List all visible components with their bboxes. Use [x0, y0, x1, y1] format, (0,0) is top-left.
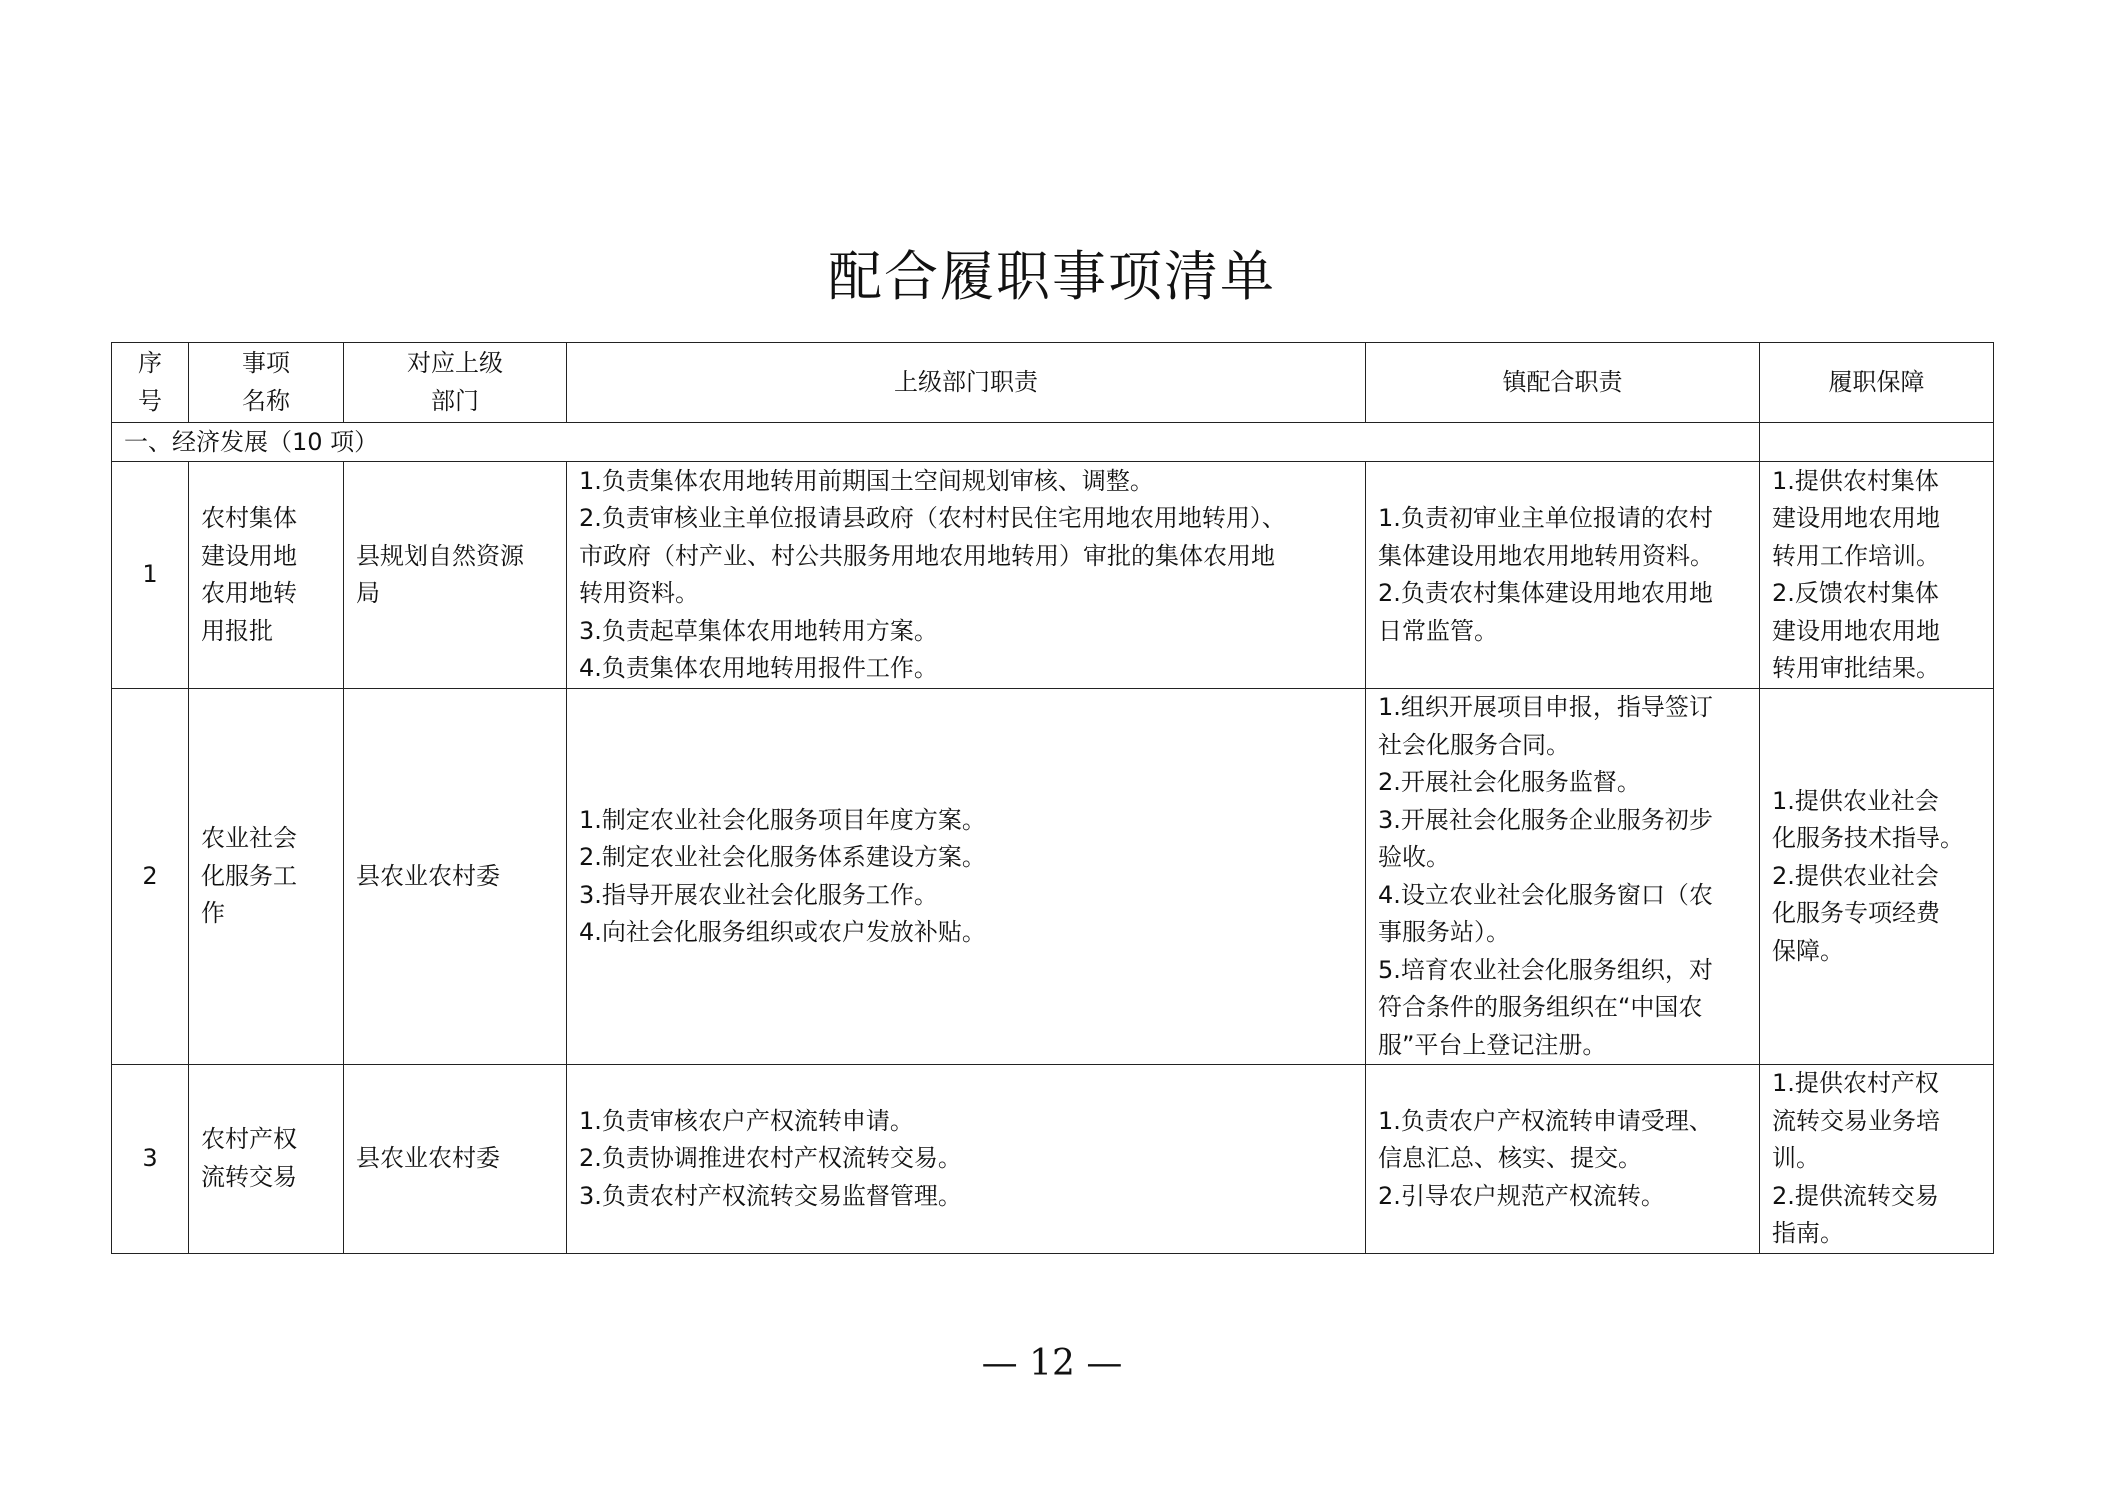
- text-line: 4.设立农业社会化服务窗口（农: [1378, 880, 1713, 909]
- table-row: [112, 462, 1994, 689]
- section-heading: 一、经济发展（10 项）: [112, 423, 1760, 462]
- section-empty-cell: [1760, 423, 1994, 462]
- row-item-name: [189, 1065, 344, 1254]
- row-town-duty: [1366, 689, 1760, 1065]
- text-line: 农业社会: [201, 824, 297, 853]
- text-line: 转用审批结果。: [1772, 654, 1940, 682]
- text-line: 2.提供流转交易: [1772, 1181, 1939, 1210]
- text-line: 4.负责集体农用地转用报件工作。: [579, 654, 938, 682]
- header-seq: [112, 343, 189, 423]
- row-town-duty: [1366, 462, 1760, 689]
- header-seq-line: 号: [138, 386, 162, 415]
- row-seq: 3: [112, 1065, 189, 1254]
- page-title: 配合履职事项清单: [828, 245, 1276, 308]
- table-row: [112, 689, 1994, 1065]
- header-item: [189, 343, 344, 423]
- text-line: 3.开展社会化服务企业服务初步: [1378, 805, 1713, 834]
- text-line: 社会化服务合同。: [1378, 730, 1570, 759]
- text-line: 2.引导农户规范产权流转。: [1378, 1181, 1665, 1210]
- text-line: 建设用地农用地: [1772, 504, 1940, 532]
- text-line: 3.指导开展农业社会化服务工作。: [579, 880, 938, 909]
- row-seq: 2: [112, 689, 189, 1065]
- text-line: 训。: [1772, 1144, 1820, 1172]
- text-line: 1.负责集体农用地转用前期国土空间规划审核、调整。: [579, 466, 1154, 495]
- row-guarantee: [1760, 462, 1994, 689]
- row-seq: 1: [112, 462, 189, 689]
- text-line: 2.负责审核业主单位报请县政府（农村村民住宅用地农用地转用）、: [579, 504, 1286, 532]
- text-line: 1.提供农村集体: [1772, 466, 1939, 495]
- page-number: — 12 —: [981, 1343, 1123, 1384]
- text-line: 符合条件的服务组织在“中国农: [1378, 993, 1703, 1021]
- text-line: 转用资料。: [579, 579, 699, 607]
- row-dept: [344, 462, 567, 689]
- text-line: 县农业农村委: [356, 861, 500, 890]
- text-line: 指南。: [1772, 1219, 1844, 1247]
- header-dept-line: 对应上级: [407, 349, 503, 377]
- table-header-row: [112, 343, 1994, 423]
- row-town-duty: [1366, 1065, 1760, 1254]
- text-line: 局: [356, 579, 380, 607]
- text-line: 农村集体: [201, 504, 297, 532]
- text-line: 作: [201, 899, 225, 928]
- text-line: 1.负责农户产权流转申请受理、: [1378, 1106, 1713, 1135]
- header-dept-line: 部门: [431, 386, 479, 415]
- text-line: 市政府（村产业、村公共服务用地农用地转用）审批的集体农用地: [579, 541, 1275, 570]
- text-line: 信息汇总、核实、提交。: [1378, 1144, 1642, 1172]
- header-seq-line: 序: [138, 349, 162, 377]
- text-line: 事服务站）。: [1378, 918, 1510, 946]
- text-line: 流转交易业务培: [1772, 1106, 1940, 1135]
- text-line: 化服务技术指导。: [1772, 824, 1964, 853]
- row-item-name: [189, 462, 344, 689]
- text-line: 2.制定农业社会化服务体系建设方案。: [579, 843, 986, 871]
- text-line: 1.负责审核农户产权流转申请。: [579, 1106, 914, 1135]
- text-line: 验收。: [1378, 843, 1450, 871]
- row-guarantee: [1760, 1065, 1994, 1254]
- row-upper-duty: [567, 1065, 1366, 1254]
- text-line: 1.组织开展项目申报，指导签订: [1378, 693, 1713, 721]
- text-line: 3.负责农村产权流转交易监督管理。: [579, 1181, 962, 1210]
- header-item-line: 事项: [242, 349, 290, 377]
- text-line: 3.负责起草集体农用地转用方案。: [579, 616, 938, 645]
- text-line: 流转交易: [201, 1162, 297, 1191]
- row-upper-duty: [567, 689, 1366, 1065]
- header-upper-duty: 上级部门职责: [567, 343, 1366, 423]
- text-line: 5.培育农业社会化服务组织，对: [1378, 955, 1713, 984]
- text-line: 2.反馈农村集体: [1772, 579, 1939, 607]
- text-line: 农用地转: [201, 579, 297, 607]
- text-line: 转用工作培训。: [1772, 541, 1940, 570]
- header-town-duty: 镇配合职责: [1366, 343, 1760, 423]
- row-upper-duty: [567, 462, 1366, 689]
- text-line: 4.向社会化服务组织或农户发放补贴。: [579, 918, 986, 946]
- text-line: 2.提供农业社会: [1772, 861, 1939, 890]
- text-line: 1.负责初审业主单位报请的农村: [1378, 504, 1713, 532]
- text-line: 县规划自然资源: [356, 541, 524, 570]
- table-row: [112, 1065, 1994, 1254]
- row-dept: [344, 1065, 567, 1254]
- text-line: 1.制定农业社会化服务项目年度方案。: [579, 805, 986, 834]
- duty-table: [111, 342, 1994, 1254]
- text-line: 服”平台上登记注册。: [1378, 1030, 1607, 1059]
- text-line: 建设用地农用地: [1772, 616, 1940, 645]
- section-row: [112, 423, 1994, 462]
- text-line: 日常监管。: [1378, 616, 1498, 645]
- row-dept: [344, 689, 567, 1065]
- row-guarantee: [1760, 689, 1994, 1065]
- text-line: 保障。: [1772, 936, 1844, 965]
- text-line: 1.提供农业社会: [1772, 786, 1939, 815]
- text-line: 2.负责农村集体建设用地农用地: [1378, 579, 1713, 607]
- text-line: 化服务专项经费: [1772, 899, 1940, 928]
- text-line: 化服务工: [201, 861, 297, 890]
- text-line: 2.开展社会化服务监督。: [1378, 768, 1641, 796]
- header-item-line: 名称: [242, 386, 290, 415]
- text-line: 2.负责协调推进农村产权流转交易。: [579, 1144, 962, 1172]
- text-line: 1.提供农村产权: [1772, 1069, 1939, 1097]
- header-guarantee: 履职保障: [1760, 343, 1994, 423]
- text-line: 县农业农村委: [356, 1144, 500, 1172]
- text-line: 用报批: [201, 616, 273, 645]
- text-line: 农村产权: [201, 1125, 297, 1154]
- header-dept: [344, 343, 567, 423]
- text-line: 集体建设用地农用地转用资料。: [1378, 541, 1714, 570]
- text-line: 建设用地: [201, 541, 297, 570]
- row-item-name: [189, 689, 344, 1065]
